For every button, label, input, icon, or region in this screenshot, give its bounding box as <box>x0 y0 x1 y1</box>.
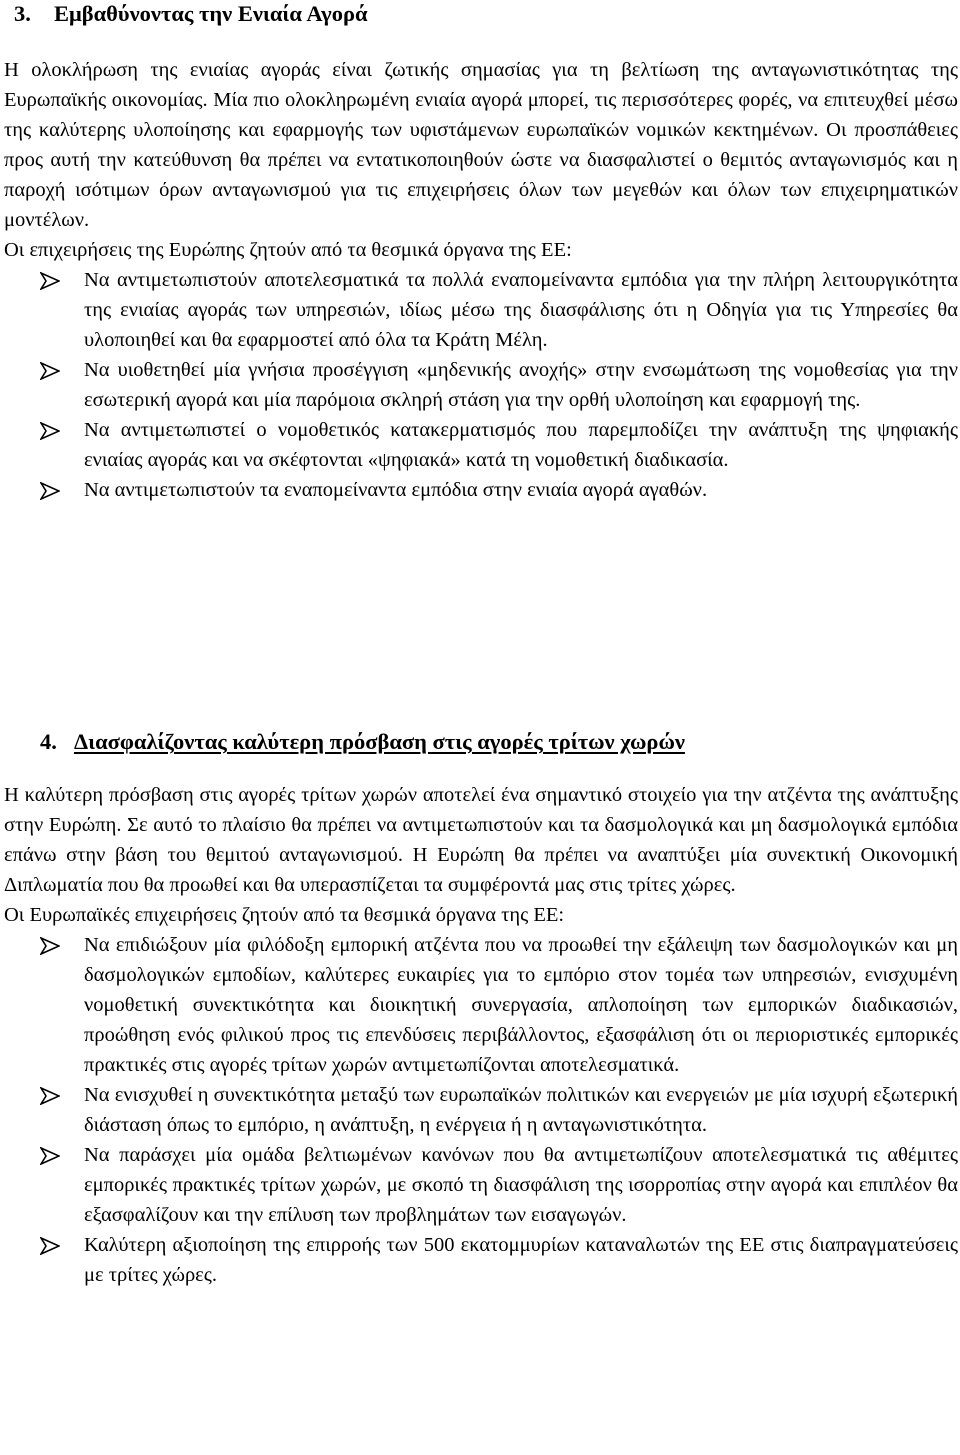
arrowhead-bullet-icon <box>40 1237 60 1255</box>
list-item <box>4 1140 958 1230</box>
arrowhead-bullet-icon <box>40 272 60 290</box>
section-3-number: 3. <box>14 1 31 26</box>
arrowhead-bullet-icon <box>40 482 60 500</box>
section-3-bullet-list <box>4 265 958 505</box>
section-3-body <box>4 55 958 505</box>
bullet-text: Να αντιμετωπιστούν τα εναπομείναντα εμπόδια στην ενιαία αγορά αγαθών. <box>84 479 708 501</box>
arrowhead-bullet-icon <box>40 1147 60 1165</box>
bullet-text: Να αντιμετωπιστούν αποτελεσματικά τα πολλά εναπομείναντα εμπόδια για την πλήρη λειτουργικότητα της ενιαίας αγοράς των υπηρεσιών, ιδίως μέσω της διασφάλισης ότι η Οδηγία για τις Υπηρεσίες θα υλοποιηθεί και θα εφαρμοστεί από όλα τα Κράτη Μέλη. <box>84 269 958 351</box>
section-4-intro: Οι Ευρωπαϊκές επιχειρήσεις ζητούν από τα θεσμικά όργανα της ΕΕ: <box>4 904 565 926</box>
list-item <box>4 1230 958 1290</box>
section-4-paragraph: Η καλύτερη πρόσβαση στις αγορές τρίτων χωρών αποτελεί ένα σημαντικό στοιχείο για την ατζέντα της ανάπτυξης στην Ευρώπη. Σε αυτό το πλαίσιο θα πρέπει να αντιμετωπιστούν και τα δασμολογικά και μη δασμολογικά εμπόδια επάνω στην βάση του θεμιτού ανταγωνισμού. Η Ευρώπη θα πρέπει να αναπτύξει μία συνεκτική Οικονομική Διπλωματία που θα προωθεί και θα υπερασπίζεται τα συμφέροντά μας στις τρίτες χώρες. <box>4 784 958 896</box>
arrowhead-bullet-icon <box>40 422 60 440</box>
section-3-intro: Οι επιχειρήσεις της Ευρώπης ζητούν από τα θεσμικά όργανα της ΕΕ: <box>4 239 572 261</box>
arrowhead-bullet-icon <box>40 362 60 380</box>
list-item <box>4 415 958 475</box>
list-item <box>4 355 958 415</box>
section-3-title: Εμβαθύνοντας την Ενιαία Αγορά <box>54 1 368 26</box>
bullet-text: Να επιδιώξουν μία φιλόδοξη εμπορική ατζέντα που να προωθεί την εξάλειψη των δασμολογικών και μη δασμολογικών εμποδίων, καλύτερες ευκαιρίες για το εμπόριο στον τομέα των υπηρεσιών, ενισχυμένη νομοθετική συνεκτικότητα και διοικητική συνεργασία, απλοποίηση των εμπορικών διαδικασιών, προώθηση ενός φιλικού προς τις επενδύσεις περιβάλλοντος, εξασφάλιση ότι οι περιοριστικές εμπορικές πρακτικές στις αγορές τρίτων χωρών αντιμετωπίζονται αποτελεσματικά. <box>84 934 958 1076</box>
bullet-text: Καλύτερη αξιοποίηση της επιρροής των 500 εκατομμυρίων καταναλωτών της ΕΕ στις διαπραγματεύσεις με τρίτες χώρες. <box>84 1234 958 1286</box>
bullet-text: Να αντιμετωπιστεί ο νομοθετικός κατακερματισμός που παρεμποδίζει την ανάπτυξη της ψηφιακής ενιαίας αγοράς και να σκέφτονται «ψηφιακά» κατά τη νομοθετική διαδικασία. <box>84 419 958 471</box>
bullet-text: Να υιοθετηθεί μία γνήσια προσέγγιση «μηδενικής ανοχής» στην ενσωμάτωση της νομοθεσίας για την εσωτερική αγορά και μία παρόμοια σκληρή στάση για την ορθή υλοποίηση και εφαρμογή της. <box>84 359 958 411</box>
section-4-heading <box>40 728 685 756</box>
section-4-bullet-list <box>4 930 958 1290</box>
arrowhead-bullet-icon <box>40 937 60 955</box>
bullet-text: Να παράσχει μία ομάδα βελτιωμένων κανόνων που θα αντιμετωπίζουν αποτελεσματικά τις αθέμιτες εμπορικές πρακτικές τρίτων χωρών, με σκοπό τη διασφάλιση της ισορροπίας στην αγορά και επιπλέον θα εξασφαλίζουν και την επίλυση των προβλημάτων των εισαγωγών. <box>84 1144 958 1226</box>
bullet-text: Να ενισχυθεί η συνεκτικότητα μεταξύ των ευρωπαϊκών πολιτικών και ενεργειών με μία ισχυρή εξωτερική διάσταση όπως το εμπόριο, η ανάπτυξη, η ενέργεια ή η ανταγωνιστικότητα. <box>84 1084 958 1136</box>
section-4-title: Διασφαλίζοντας καλύτερη πρόσβαση στις αγορές τρίτων χωρών <box>74 729 685 754</box>
list-item <box>4 265 958 355</box>
list-item <box>4 930 958 1080</box>
arrowhead-bullet-icon <box>40 1087 60 1105</box>
section-4-body <box>4 780 958 1290</box>
list-item <box>4 475 958 505</box>
section-3-heading <box>14 0 368 28</box>
section-4-number: 4. <box>40 729 57 754</box>
section-3-paragraph: Η ολοκλήρωση της ενιαίας αγοράς είναι ζωτικής σημασίας για τη βελτίωση της ανταγωνιστικότητας της Ευρωπαϊκής οικονομίας. Μία πιο ολοκληρωμένη ενιαία αγορά μπορεί, τις περισσότερες φορές, να επιτευχθεί μέσω της καλύτερης υλοποίησης και εφαρμογής των υφιστάμενων ευρωπαϊκών νομικών κεκτημένων. Οι προσπάθειες προς αυτή την κατεύθυνση θα πρέπει να εντατικοποιηθούν ώστε να διασφαλιστεί ο θεμιτός ανταγωνισμός και η παροχή ισότιμων όρων ανταγωνισμού για τις επιχειρήσεις όλων των μεγεθών και όλων των επιχειρηματικών μοντέλων. <box>4 59 958 231</box>
list-item <box>4 1080 958 1140</box>
